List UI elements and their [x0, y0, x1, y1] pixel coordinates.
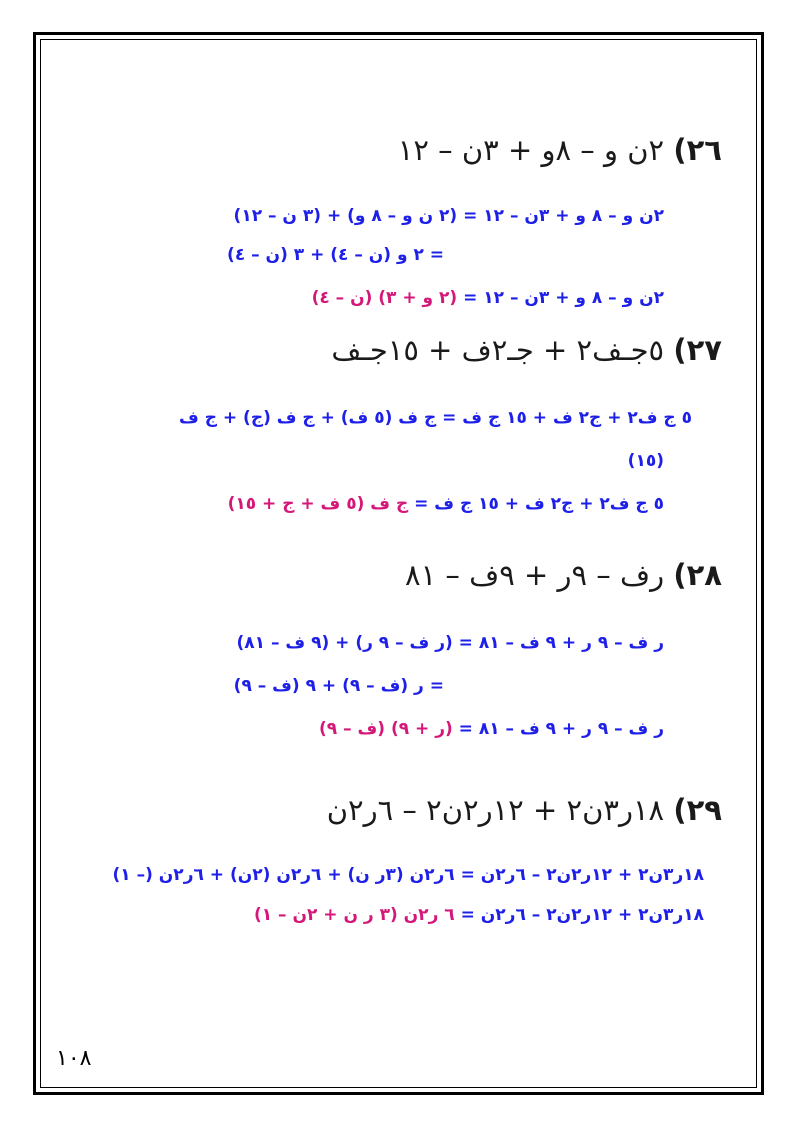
problem-expression: ٥جـف٢ + جـ٢ف + ١٥جـف [331, 333, 665, 367]
problem-number: ٢٧) [673, 333, 722, 367]
step-lhs: ٥ ج ف٢ + ج٢ ف + ١٥ ج ف = [408, 494, 664, 514]
step-rhs: ٢ و (ن – ٤) + ٣ (ن – ٤) [227, 245, 424, 265]
solution-step [237, 633, 664, 653]
problem-number: ٢٩) [673, 793, 722, 827]
problem-27-statement [331, 333, 722, 367]
problem-expression: ١٨ر٣ن٢ + ١٢ر٢ن٢ – ٦ر٢ن [326, 793, 665, 827]
step-rhs: (٢ ن و – ٨ و) + (٣ ن – ١٢) [233, 206, 458, 226]
solution-step [628, 451, 664, 471]
problem-expression: رف – ٩ر + ٩ف – ٨١ [405, 558, 665, 592]
solution-answer [312, 288, 664, 308]
step-lhs: ١٨ر٣ن٢ + ١٢ر٢ن٢ – ٦ر٢ن = [454, 865, 704, 885]
step-lhs: ر ف – ٩ ر + ٩ ف – ٨١ = [452, 719, 664, 739]
step-rhs: ٦ر٢ن (٣ر ن) + ٦ر٢ن (٢ن) + ٦ر٢ن (– ١) [112, 865, 455, 885]
step-lhs: = [423, 245, 444, 265]
step-rhs: (ر ف – ٩ ر) + (٩ ف – ٨١) [236, 633, 453, 653]
solution-answer [254, 905, 704, 925]
step-lhs: ٢ن و – ٨ و + ٣ن – ١٢ = [457, 288, 664, 308]
problem-28-statement [405, 558, 722, 592]
problem-expression: ٢ن و – ٨و + ٣ن – ١٢ [397, 133, 665, 167]
step-lhs: = [423, 676, 444, 696]
solution-step [234, 676, 444, 696]
solution-answer [228, 494, 664, 514]
step-answer: (ر + ٩) (ف – ٩) [319, 719, 453, 739]
step-answer: (٢ و + ٣) (ن – ٤) [311, 288, 458, 308]
step-lhs: ١٨ر٣ن٢ + ١٢ر٢ن٢ – ٦ر٢ن = [454, 905, 704, 925]
problem-number: ٢٨) [673, 558, 722, 592]
problem-29-statement [327, 793, 722, 827]
problem-26-statement [398, 133, 722, 167]
problem-number: ٢٦) [673, 133, 722, 167]
step-lhs: ٥ ج ف٢ + ج٢ ف + ١٥ ج ف = [436, 408, 692, 428]
step-answer: ٦ ر٢ن (٣ ر ن + ٢ن – ١) [253, 905, 455, 925]
solution-step [227, 245, 444, 265]
solution-step [179, 408, 692, 428]
step-rhs: (١٥) [627, 451, 664, 471]
step-rhs: ج ف (٥ ف) + ج ف (ج) + ج ف [179, 408, 437, 428]
step-lhs: ر ف – ٩ ر + ٩ ف – ٨١ = [452, 633, 664, 653]
step-lhs: ٢ن و – ٨ و + ٣ن – ١٢ = [457, 206, 664, 226]
step-rhs: ر (ف – ٩) + ٩ (ف – ٩) [233, 676, 424, 696]
solution-step [113, 865, 705, 885]
step-answer: ج ف (٥ ف + ج + ١٥) [227, 494, 409, 514]
solution-answer [319, 719, 664, 739]
page-number: ١٠٨ [56, 1046, 92, 1071]
solution-step [234, 206, 664, 226]
